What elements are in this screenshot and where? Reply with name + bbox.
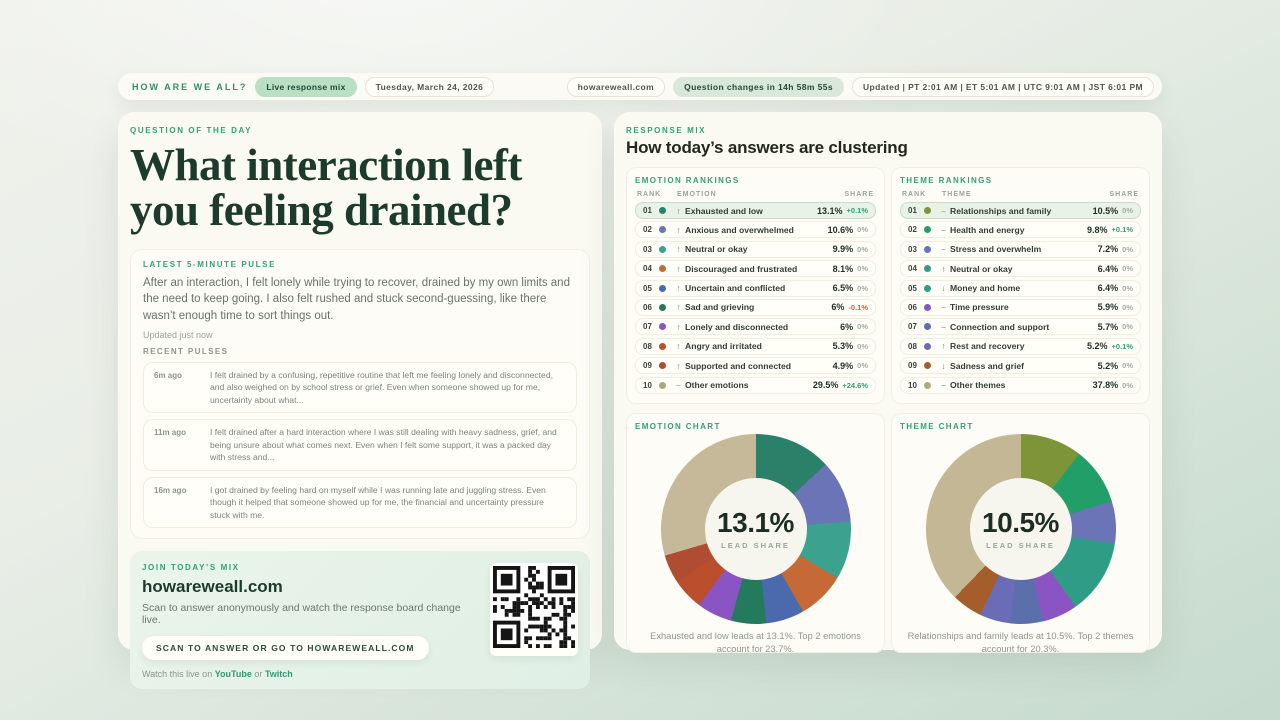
share-value: 5.7% [1097, 321, 1119, 332]
scan-to-answer-button[interactable]: SCAN TO ANSWER OR GO TO HOWAREWEALL.COM [142, 636, 429, 660]
latest-pulse-text: After an interaction, I felt lonely while trying to recover, drained by my own limits and the need to keep going. I also felt rushed and stuck second-guessing, like there wasn’t enough time to sort things out. [143, 277, 570, 322]
category-color-dot [924, 285, 931, 292]
rank-number: 03 [908, 244, 917, 254]
category-color-dot [659, 323, 666, 330]
trend-up-icon: ↑ [676, 224, 681, 235]
share-delta: 0% [1122, 206, 1133, 215]
latest-pulse-card [130, 249, 590, 539]
trend-up-icon: ↑ [676, 263, 681, 274]
watch-live-or: or [254, 669, 263, 680]
category-name: Exhausted and low [685, 205, 763, 216]
theme-chart-caption: Relationships and family leads at 10.5%. Top 2 themes account for 20.3%. [907, 630, 1134, 654]
theme-donut [926, 434, 1116, 624]
rank-number: 02 [908, 225, 917, 235]
recent-pulses-label: RECENT PULSES [143, 346, 229, 356]
ranking-row-theme [900, 338, 1141, 355]
share-delta: 0% [1122, 302, 1133, 312]
rank-number: 09 [643, 361, 652, 371]
category-name: Money and home [950, 283, 1021, 294]
category-name: Time pressure [950, 302, 1009, 313]
share-value: 6% [840, 321, 854, 332]
theme-donut-center [970, 478, 1072, 580]
category-color-dot [924, 304, 931, 311]
category-name: Rest and recovery [950, 341, 1025, 352]
theme-chart-title: THEME CHART [900, 421, 974, 431]
trend-flat-icon: – [941, 321, 946, 332]
rank-number: 07 [643, 322, 652, 332]
pulse-text: I felt drained by a confusing, repetitive routine that left me feeling lonely and disconnected, and also weighed on by school stress or grief. Even when someone showed up for me, uncertainty about what... [210, 369, 554, 405]
ranking-row-theme [900, 299, 1141, 316]
countdown-pill: Question changes in 14h 58m 55s [673, 77, 844, 97]
share-value: 8.1% [832, 263, 854, 274]
category-name: Discouraged and frustrated [685, 263, 798, 274]
category-name: Lonely and disconnected [685, 321, 789, 332]
date-pill: Tuesday, March 24, 2026 [365, 77, 495, 97]
trend-up-icon: ↑ [676, 321, 681, 332]
share-value: 6.4% [1097, 263, 1119, 274]
ranking-row-emotion [635, 221, 876, 238]
emotion-lead-share-value: 13.1% [717, 507, 794, 539]
emotion-donut-center [705, 478, 807, 580]
emotion-donut [661, 434, 851, 624]
theme-lead-share-value: 10.5% [982, 507, 1059, 539]
category-name: Neutral or okay [685, 244, 748, 255]
category-name: Other themes [950, 380, 1006, 391]
join-mix-content [142, 563, 472, 679]
category-name: Other emotions [685, 380, 749, 391]
pulse-time: 11m ago [154, 428, 187, 438]
ranking-row-emotion [635, 318, 876, 335]
live-response-badge: Live response mix [255, 77, 356, 97]
rank-number: 10 [643, 380, 652, 390]
question-of-the-day-label: QUESTION OF THE DAY [130, 126, 253, 135]
share-value: 7.2% [1097, 244, 1119, 255]
join-description: Scan to answer anonymously and watch the response board change live. [142, 602, 461, 627]
response-mix-label: RESPONSE MIX [626, 126, 707, 135]
latest-pulse-label: LATEST 5-MINUTE PULSE [143, 260, 277, 269]
trend-flat-icon: – [941, 380, 946, 391]
rank-number: 06 [908, 302, 917, 312]
lead-share-label: LEAD SHARE [986, 541, 1055, 551]
category-color-dot [659, 362, 666, 369]
rank-number: 01 [908, 206, 917, 215]
category-name: Supported and connected [685, 360, 791, 371]
ranking-row-emotion [635, 202, 876, 219]
watch-live-line [142, 669, 472, 679]
category-color-dot [659, 226, 666, 233]
share-delta: 0% [1122, 244, 1133, 254]
share-delta: -0.1% [848, 302, 868, 312]
column-share: SHARE [1109, 191, 1139, 198]
emotion-chart-title: EMOTION CHART [635, 421, 721, 431]
pulse-updated-timestamp: Updated just now [143, 329, 213, 340]
ranking-row-emotion [635, 377, 876, 394]
share-delta: 0% [857, 225, 868, 235]
category-color-dot [659, 285, 666, 292]
category-name: Connection and support [950, 321, 1050, 332]
ranking-row-theme [900, 221, 1141, 238]
category-color-dot [924, 382, 931, 389]
trend-up-icon: ↑ [676, 244, 681, 255]
column-theme: THEME [942, 191, 972, 198]
trend-flat-icon: – [941, 224, 946, 235]
category-name: Relationships and family [950, 205, 1052, 216]
pulse-time: 16m ago [154, 485, 187, 495]
rank-number: 02 [643, 225, 652, 235]
topbar-left-group [132, 77, 494, 97]
ranking-row-theme [900, 260, 1141, 277]
category-color-dot [659, 343, 666, 350]
rank-number: 09 [908, 361, 917, 371]
theme-rankings-columns [902, 191, 1139, 198]
share-value: 6.5% [832, 283, 854, 294]
pulse-time: 6m ago [154, 370, 183, 380]
category-name: Neutral or okay [950, 263, 1013, 274]
response-mix-heading: How today’s answers are clustering [626, 138, 908, 157]
rank-number: 08 [643, 341, 652, 351]
recent-pulse-list [143, 362, 577, 528]
ranking-row-theme [900, 357, 1141, 374]
share-delta: 0% [1122, 264, 1133, 274]
share-delta: 0% [857, 341, 868, 351]
category-name: Sad and grieving [685, 302, 755, 313]
share-delta: 0% [857, 283, 868, 293]
share-delta: 0% [857, 264, 868, 274]
ranking-row-theme [900, 377, 1141, 394]
share-value: 10.6% [827, 224, 854, 235]
category-color-dot [659, 304, 666, 311]
ranking-row-emotion [635, 299, 876, 316]
trend-up-icon: ↑ [676, 283, 681, 294]
ranking-row-theme [900, 280, 1141, 297]
trend-flat-icon: – [941, 205, 946, 216]
share-delta: 0% [1122, 361, 1133, 371]
theme-chart-card [891, 413, 1150, 653]
qr-code [490, 563, 578, 656]
theme-rankings-card [891, 167, 1150, 404]
emotion-rankings-rows [635, 202, 876, 394]
share-value: 5.9% [1097, 302, 1119, 313]
question-title: What interaction left you feeling drained? [130, 140, 522, 235]
rank-number: 05 [908, 283, 917, 293]
category-name: Anxious and overwhelmed [685, 224, 794, 235]
emotion-rankings-card [626, 167, 885, 404]
category-name: Uncertain and conflicted [685, 283, 786, 294]
share-value: 6% [831, 302, 845, 313]
category-name: Sadness and grief [950, 360, 1025, 371]
rank-number: 05 [643, 283, 652, 293]
rank-number: 08 [908, 341, 917, 351]
ranking-row-theme [900, 202, 1141, 219]
emotion-chart-caption: Exhausted and low leads at 13.1%. Top 2 emotions account for 23.7%. [650, 630, 861, 654]
twitch-link[interactable]: Twitch [264, 669, 293, 680]
share-value: 5.3% [832, 341, 854, 352]
column-share: SHARE [844, 191, 874, 198]
share-value: 4.9% [832, 360, 854, 371]
ranking-row-emotion [635, 338, 876, 355]
column-emotion: EMOTION [677, 191, 717, 198]
share-delta: 0% [857, 244, 868, 254]
qr-code-image [493, 566, 575, 648]
youtube-link[interactable]: YouTube [214, 669, 252, 680]
category-color-dot [924, 323, 931, 330]
trend-up-icon: ↑ [676, 341, 681, 352]
share-delta: +24.6% [842, 380, 868, 390]
response-mix-panel [614, 112, 1162, 654]
column-rank: RANK [902, 191, 927, 198]
watch-live-prefix: Watch this live on [142, 669, 213, 680]
share-value: 13.1% [816, 205, 843, 216]
question-panel [118, 112, 602, 680]
ranking-row-emotion [635, 241, 876, 258]
trend-flat-icon: – [941, 302, 946, 313]
category-color-dot [924, 226, 931, 233]
trend-down-icon: ↓ [941, 283, 946, 294]
recent-pulse-item [143, 477, 577, 528]
share-value: 9.9% [832, 244, 854, 255]
ranking-row-emotion [635, 280, 876, 297]
category-color-dot [924, 362, 931, 369]
share-value: 6.4% [1097, 283, 1119, 294]
category-name: Stress and overwhelm [950, 244, 1042, 255]
share-delta: 0% [857, 361, 868, 371]
trend-up-icon: ↑ [676, 360, 681, 371]
top-status-bar [118, 73, 1162, 100]
rank-number: 04 [908, 264, 917, 274]
share-value: 10.5% [1092, 205, 1119, 216]
trend-up-icon: ↑ [676, 302, 681, 313]
rank-number: 06 [643, 302, 652, 312]
rank-number: 03 [643, 244, 652, 254]
pulse-text: I felt drained after a hard interaction where I was still dealing with heavy sadness, grief, and being unsure about what comes next. Even when I felt some support, it was a packed day with stress and... [210, 427, 557, 463]
theme-rankings-rows [900, 202, 1141, 394]
category-color-dot [924, 207, 931, 214]
charts-row [626, 413, 1150, 653]
category-name: Health and energy [950, 224, 1025, 235]
rank-number: 04 [643, 264, 652, 274]
rankings-row [626, 167, 1150, 404]
column-rank: RANK [637, 191, 662, 198]
share-delta: +0.1% [1111, 225, 1133, 235]
category-color-dot [659, 382, 666, 389]
share-value: 37.8% [1092, 380, 1119, 391]
join-mix-card [130, 551, 590, 689]
share-delta: +0.1% [1111, 341, 1133, 351]
category-color-dot [659, 246, 666, 253]
category-color-dot [924, 343, 931, 350]
share-delta: 0% [1122, 283, 1133, 293]
share-delta: 0% [1122, 322, 1133, 332]
ranking-row-theme [900, 318, 1141, 335]
trend-down-icon: ↓ [941, 360, 946, 371]
ranking-row-theme [900, 241, 1141, 258]
share-value: 5.2% [1087, 341, 1108, 352]
trend-flat-icon: – [941, 244, 946, 255]
ranking-row-emotion [635, 357, 876, 374]
share-delta: 0% [857, 322, 868, 332]
category-color-dot [659, 265, 666, 272]
share-value: 5.2% [1097, 360, 1119, 371]
brand-title: HOW ARE WE ALL? [132, 81, 248, 92]
category-color-dot [924, 246, 931, 253]
recent-pulse-item [143, 419, 577, 470]
trend-up-icon: ↑ [941, 263, 946, 274]
rank-number: 01 [643, 206, 652, 215]
category-color-dot [924, 265, 931, 272]
share-delta: +0.1% [846, 206, 868, 215]
join-mix-label: JOIN TODAY’S MIX [142, 563, 240, 573]
recent-pulse-item [143, 362, 577, 413]
join-site-title: howareweall.com [142, 577, 283, 597]
emotion-rankings-columns [637, 191, 874, 198]
domain-pill: howareweall.com [567, 77, 665, 97]
theme-rankings-title: THEME RANKINGS [900, 176, 993, 185]
pulse-text: I got drained by feeling hard on myself while I was running late and juggling stress. Even though it helped that someone showed up for me, the financial and uncertainty pressure stuck with me. [210, 484, 546, 520]
updated-times-pill: Updated | PT 2:01 AM | ET 5:01 AM | UTC 9:01 AM | JST 6:01 PM [852, 77, 1154, 97]
trend-up-icon: ↑ [676, 205, 681, 216]
topbar-right-group [567, 77, 1154, 97]
share-value: 9.8% [1087, 224, 1108, 235]
emotion-rankings-title: EMOTION RANKINGS [635, 176, 740, 185]
trend-flat-icon: – [676, 380, 681, 391]
category-name: Angry and irritated [685, 341, 762, 352]
share-delta: 0% [1122, 380, 1133, 390]
rank-number: 10 [908, 380, 917, 390]
rank-number: 07 [908, 322, 917, 332]
emotion-chart-card [626, 413, 885, 653]
category-color-dot [659, 207, 666, 214]
share-value: 29.5% [812, 380, 839, 391]
ranking-row-emotion [635, 260, 876, 277]
trend-up-icon: ↑ [941, 341, 946, 352]
lead-share-label: LEAD SHARE [721, 541, 790, 551]
